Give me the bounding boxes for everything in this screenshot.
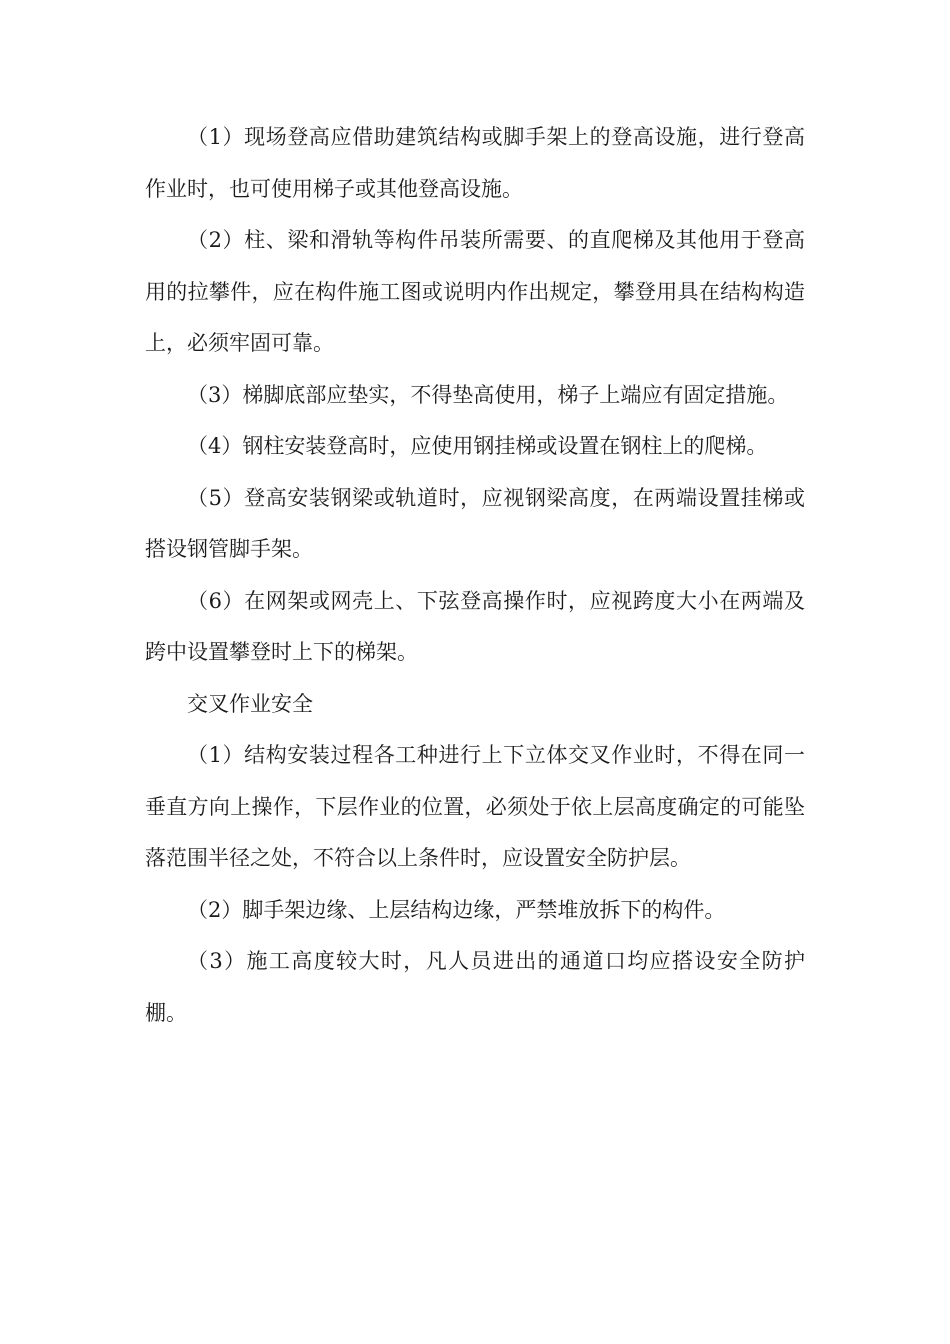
paragraph-ladder-rule-3: （3）梯脚底部应垫实，不得垫高使用，梯子上端应有固定措施。 — [187, 382, 789, 407]
paragraph-ladder-rule-1: （1）现场登高应借助建筑结构或脚手架上的登高设施，进行登高作业时，也可使用梯子或其他登高设施。 — [145, 125, 805, 201]
paragraph-cross-work-rule-1: （1）结构安装过程各工种进行上下立体交叉作业时，不得在同一垂直方向上操作，下层作业的位置，必须处于依上层高度确定的可能坠落范围半径之处，不符合以上条件时，应设置安全防护层。 — [145, 743, 805, 870]
paragraph-cross-work-rule-2: （2）脚手架边缘、上层结构边缘，严禁堆放拆下的构件。 — [187, 897, 726, 922]
section-heading-cross-work-safety: 交叉作业安全 — [187, 691, 313, 716]
paragraph-ladder-rule-5: （5）登高安装钢梁或轨道时，应视钢梁高度，在两端设置挂梯或搭设钢管脚手架。 — [145, 485, 805, 561]
document-body — [145, 112, 805, 1039]
paragraph-ladder-rule-6: （6）在网架或网壳上、下弦登高操作时，应视跨度大小在两端及跨中设置攀登时上下的梯架。 — [145, 588, 805, 664]
paragraph-ladder-rule-2: （2）柱、梁和滑轨等构件吊装所需要、的直爬梯及其他用于登高用的拉攀件，应在构件施工图或说明内作出规定，攀登用具在结构构造上，必须牢固可靠。 — [145, 228, 805, 355]
paragraph-cross-work-rule-3: （3）施工高度较大时，凡人员进出的通道口均应搭设安全防护棚。 — [145, 949, 805, 1025]
paragraph-ladder-rule-4: （4）钢柱安装登高时，应使用钢挂梯或设置在钢柱上的爬梯。 — [187, 434, 768, 458]
